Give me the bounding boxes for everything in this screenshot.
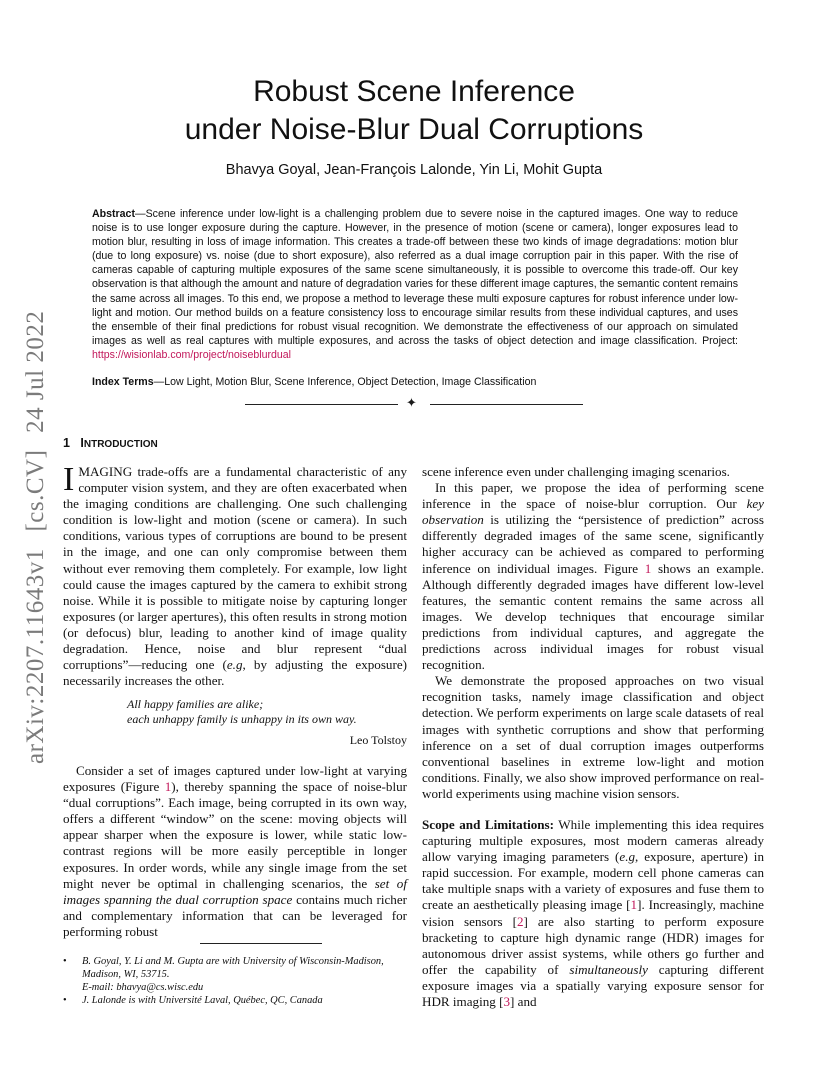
epigraph-line-1: All happy families are alike;: [127, 697, 264, 711]
epigraph-author: Leo Tolstoy: [349, 733, 407, 747]
intro-smallcaps: MAGING: [78, 464, 133, 479]
abstract-label: Abstract: [92, 208, 135, 220]
title-line-1: Robust Scene Inference: [253, 75, 575, 108]
title-line-2: under Noise-Blur Dual Corruptions: [184, 113, 644, 146]
right-paragraph-3: [422, 817, 764, 1010]
index-terms-label: Index Terms: [92, 376, 154, 388]
intro-text: trade-offs are a fundamental characteristic of any computer vision system, and they are often exacerbated when the imaging conditions are challenging. One such challenging condition is low-light and motion (scene or camera). In such conditions, various types of corruptions are bound to be present in the image, and one can only compromise between them without ever removing them completely. For example, low light could cause the images captured by the camera to exhibit strong noise. While it is possible to mitigate noise by capturing longer exposures (or larger apertures), this often results in strong motion (or defocus) blur, leading to another kind of image quality degradation. Hence, noise and blur represent “dual corruptions”—reducing one (: [63, 464, 407, 673]
left-p2-em: set of images spanning the dual corruption space: [63, 875, 407, 907]
left-p2-a: Consider a set of images captured under low-light at varying exposures (Figure: [63, 763, 407, 795]
paper-title: [0, 73, 828, 149]
project-link[interactable]: https://wisionlab.com/project/noiseblurdual: [92, 348, 292, 361]
right-paragraph-2: We demonstrate the proposed approaches on two visual recognition tasks, namely image classification and object detection. We perform experiments on large scale datasets of real images with synthetic corruptions and show that performing inference on a set of dual corruption images outperforms conventional baselines in extreme low-light and motion conditions. Finally, we also show improved performance on real-world experiments using machine vision sensors.: [422, 673, 764, 801]
citation-ref-2[interactable]: 2: [516, 913, 524, 929]
right-p3-c: ]. Increasingly, machine vision sensors [: [422, 897, 764, 929]
footnote-1-affiliation: B. Goyal, Y. Li and M. Gupta are with University of Wisconsin-Madison, Madison, WI, 53715.: [82, 956, 384, 980]
footnote-2-affiliation: J. Lalonde is with Université Laval, Québec, QC, Canada: [82, 995, 323, 1006]
footnote-1-email: E-mail: bhavya@cs.wisc.edu: [82, 982, 204, 993]
right-p3-e: capturing different exposure images via a spatially varying exposure sensor for HDR imaging [: [422, 961, 764, 1009]
right-paragraph-0: scene inference even under challenging imaging scenarios.: [422, 464, 730, 479]
left-column-bottom: [63, 763, 407, 940]
left-column-top: [63, 461, 408, 689]
bullet-icon: •: [63, 956, 67, 967]
figure-ref-1[interactable]: 1: [164, 779, 172, 795]
citation-ref-1[interactable]: 1: [630, 897, 638, 913]
section-title-rest: NTRODUCTION: [83, 439, 158, 450]
section-heading: [63, 436, 158, 450]
figure-ref-2[interactable]: 1: [644, 560, 652, 576]
right-column: [422, 464, 764, 1010]
bullet-icon: •: [63, 995, 67, 1006]
left-paragraph-2: [63, 763, 407, 940]
arxiv-id: arXiv:2207.11643v1: [22, 548, 49, 764]
right-p3-d: ] are also starting to perform exposure bracketing to capture high dynamic range (HDR) images for autonomous driver assist systems, while others go further and offer the capability of: [422, 913, 764, 977]
epigraph: [127, 697, 407, 727]
right-p3-b: , exposure, aperture) in rapid succession. For example, modern cell phone cameras can take multiple snaps with a variety of exposures and fuse them to create an aesthetically pleasing image [: [422, 849, 764, 913]
footnote-rule: [200, 943, 322, 944]
arxiv-stamp: [22, 294, 52, 764]
intro-eg: e.g: [226, 657, 243, 673]
intro-paragraph: [63, 461, 408, 689]
right-p1-c: shows an example. Although differently degraded images have different low-level features, the semantic content remains the same across all images. We develop techniques that encourage similar predictions from individual captures, and aggregate the predictions across individual images for robust visual recognition.: [422, 560, 765, 673]
footnote-2: [63, 994, 407, 1007]
footnote-1: [63, 955, 407, 994]
right-p3-em: simultaneously: [569, 961, 648, 977]
right-p1-a: In this paper, we propose the idea of performing scene inference in the space of noise-blur corruption. Our: [422, 480, 764, 512]
footnotes: [63, 955, 407, 1007]
right-p1-b: is utilizing the “persistence of prediction” across differently degraded images of the same scene, significantly higher accuracy can be achieved as compared to performing inference on individual images. Figure: [422, 512, 764, 576]
index-terms: [92, 376, 738, 388]
divider-right: [430, 404, 583, 405]
right-p3-f: ] and: [510, 994, 537, 1009]
arxiv-date: 24 Jul 2022: [22, 310, 49, 433]
epigraph-line-2: each unhappy family is unhappy in its own way.: [127, 712, 357, 726]
section-number: 1: [63, 436, 70, 450]
index-terms-text: —Low Light, Motion Blur, Scene Inference, Object Detection, Image Classification: [153, 376, 537, 388]
dropcap: I: [63, 461, 75, 498]
right-p3-eg: e.g: [619, 849, 636, 865]
section-title-first: I: [80, 436, 84, 450]
abstract: [92, 207, 738, 362]
abstract-text: —Scene inference under low-light is a challenging problem due to severe noise in the captured images. One way to reduce noise is to use longer exposure during the capture. However, in the presence of motion (scene or camera), longer exposures lead to motion blur, resulting in loss of image information. This creates a trade-off between these two kinds of image degradations: motion blur (due to long exposure) vs. noise (due to short exposure), also referred as a dual image corruption pair in this paper. With the rise of cameras capable of capturing multiple exposures of the same scene simultaneously, it is possible to overcome this trade-off. Our key observation is that although the amount and nature of degradation varies for these different image captures, the semantic content remains the same across all images. To this end, we propose a method to leverage these multi exposure captures for robust inference under low-light and motion. Our method builds on a feature consistency loss to encourage similar results from these individual captures, and uses the ensemble of their final predictions for robust visual recognition. We demonstrate the effectiveness of our approach on simulated images as well as real captures with multiple exposures, and across the tasks of object detection and image classification. Project:: [92, 208, 738, 347]
left-p2-c: contains much richer and complementary information that can be leveraged for performing robust: [63, 891, 408, 939]
diamond-icon: ✦: [406, 396, 417, 411]
intro-end: , by adjusting the exposure) necessarily increases the other.: [63, 657, 408, 689]
right-p3-a: While implementing this idea requires capturing multiple exposures, most modern cameras already allow varying imaging parameters (: [422, 816, 764, 865]
left-p2-b: ), thereby spanning the space of noise-blur “dual corruptions”. Each image, being corrupted in its own way, offers a different “window” on the scene: moving objects will appear sharper when the exposure is lower, while static low-contrast regions will be more easily perceptible in longer exposures. In order words, while any single image from the set might never be optimal in challenging scenarios, the: [63, 779, 407, 891]
right-p1-em: key observation: [422, 496, 764, 528]
citation-ref-3[interactable]: 3: [503, 994, 511, 1009]
divider-left: [245, 404, 398, 405]
authors: Bhavya Goyal, Jean-François Lalonde, Yin Li, Mohit Gupta: [225, 162, 603, 178]
arxiv-category: [cs.CV]: [22, 449, 49, 532]
right-paragraph-1: [422, 480, 764, 673]
scope-label: Scope and Limitations:: [422, 816, 554, 832]
